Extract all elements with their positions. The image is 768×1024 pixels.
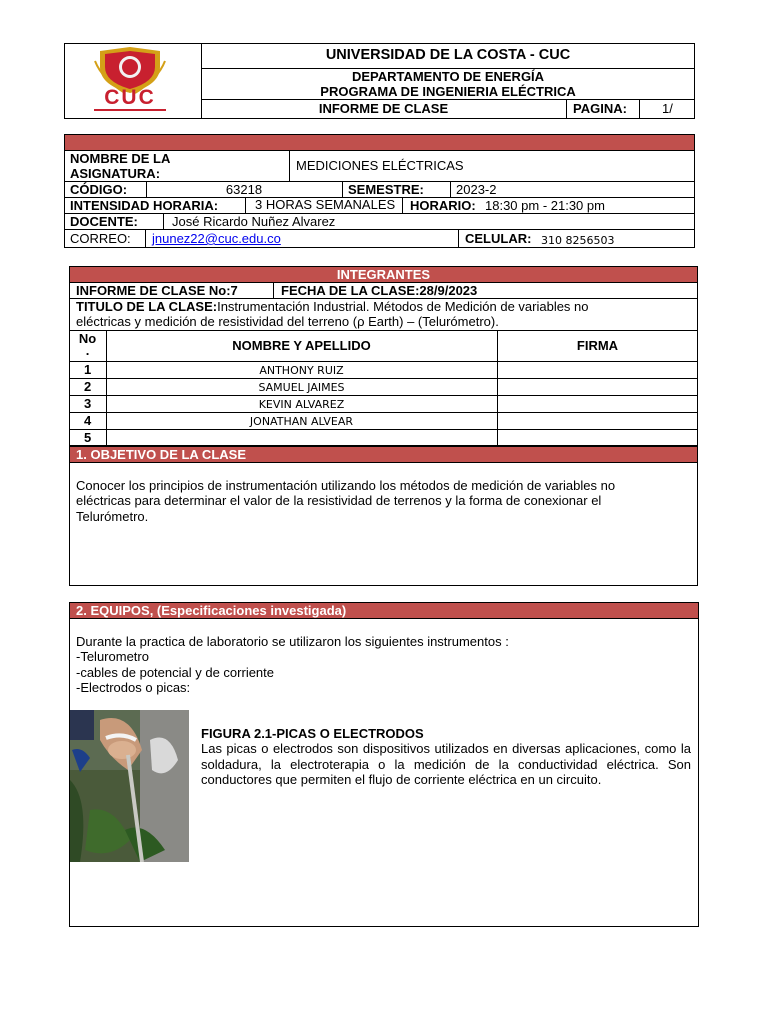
objective-line2: eléctricas para determinar el valor de la resistividad de terrenos y la forma de conexionar el bbox=[76, 493, 602, 508]
member-no: 3 bbox=[84, 396, 92, 411]
objective-title: 1. OBJETIVO DE LA CLASE bbox=[76, 447, 246, 462]
email-link[interactable]: jnunez22@cuc.edu.co bbox=[152, 231, 281, 246]
col-no-header: No bbox=[78, 331, 97, 346]
col-name-header: NOMBRE Y APELLIDO bbox=[232, 338, 371, 353]
email-label: CORREO: bbox=[70, 231, 131, 246]
semester-label: SEMESTRE: bbox=[348, 182, 424, 197]
member-name: JONATHAN ALVEAR bbox=[249, 415, 354, 428]
equipment-title: 2. EQUIPOS, (Especificaciones investigada) bbox=[76, 603, 347, 618]
university-logo bbox=[80, 45, 180, 115]
code-value: 63218 bbox=[225, 182, 263, 197]
equipment-intro: Durante la practica de laboratorio se utilizaron los siguientes instrumentos : bbox=[76, 634, 509, 649]
intensity-value: 3 HORAS SEMANALES bbox=[255, 197, 396, 212]
objective-section bbox=[69, 446, 698, 586]
member-name: SAMUEL JAIMES bbox=[258, 381, 345, 394]
logo-text: CUC bbox=[104, 86, 156, 109]
member-no: 4 bbox=[84, 413, 92, 428]
col-signature-header: FIRMA bbox=[576, 338, 619, 353]
course-name-label: NOMBRE DE LA ASIGNATURA: bbox=[70, 151, 170, 181]
members-title: INTEGRANTES bbox=[336, 267, 431, 282]
university-name: UNIVERSIDAD DE LA COSTA - CUC bbox=[325, 47, 571, 63]
report-number: INFORME DE CLASE No:7 bbox=[76, 283, 238, 298]
figure-title: FIGURA 2.1-PICAS O ELECTRODOS bbox=[201, 726, 424, 741]
equipment-item: -Electrodos o picas: bbox=[76, 680, 191, 695]
class-title-label: TITULO DE LA CLASE: bbox=[76, 299, 218, 314]
schedule-label: HORARIO: bbox=[410, 198, 476, 213]
code-label: CÓDIGO: bbox=[70, 182, 128, 197]
course-name-value: MEDICIONES ELÉCTRICAS bbox=[296, 158, 464, 173]
teacher-value: José Ricardo Nuñez Alvarez bbox=[172, 214, 336, 229]
electrode-photo bbox=[70, 710, 189, 862]
class-title-line2: eléctricas y medición de resistividad del terreno (ρ Earth) – (Telurómetro). bbox=[76, 314, 499, 329]
class-date: FECHA DE LA CLASE:28/9/2023 bbox=[281, 283, 478, 298]
page-label: PAGINA: bbox=[573, 101, 627, 116]
class-title-text: Instrumentación Industrial. Métodos de Medición de variables no bbox=[217, 299, 589, 314]
semester-value: 2023-2 bbox=[456, 182, 497, 197]
intensity-label: INTENSIDAD HORARIA: bbox=[70, 198, 219, 213]
phone-label: CELULAR: bbox=[465, 231, 532, 246]
equipment-item: -cables de potencial y de corriente bbox=[76, 665, 275, 680]
member-no: 2 bbox=[84, 379, 92, 394]
objective-line1: Conocer los principios de instrumentación utilizando los métodos de medición de variables no bbox=[76, 478, 616, 493]
program-name: PROGRAMA DE INGENIERIA ELÉCTRICA bbox=[320, 84, 576, 99]
report-label: INFORME DE CLASE bbox=[318, 101, 449, 116]
figure-description: Las picas o electrodos son dispositivos utilizados en diversas aplicaciones, como la soldadura, la electroterapia o la medición de la conductividad eléctrica. Son conductores que permiten el flujo de corriente eléctrica en un circuito. bbox=[201, 741, 691, 787]
member-no: 1 bbox=[84, 362, 92, 377]
teacher-label: DOCENTE: bbox=[70, 214, 138, 229]
page-value: 1/ bbox=[662, 101, 673, 116]
objective-line3: Telurómetro. bbox=[76, 509, 149, 524]
class-title-line1 bbox=[76, 299, 589, 314]
department-name: DEPARTAMENTO DE ENERGÍA bbox=[351, 69, 545, 84]
col-no-header-dot: . bbox=[85, 343, 90, 358]
member-no: 5 bbox=[84, 430, 92, 445]
phone-value: 310 8256503 bbox=[541, 234, 615, 247]
equipment-item: -Telurometro bbox=[76, 649, 149, 664]
schedule-value: 18:30 pm - 21:30 pm bbox=[485, 198, 605, 213]
member-name: KEVIN ALVAREZ bbox=[258, 398, 345, 411]
member-name: ANTHONY RUIZ bbox=[259, 364, 344, 377]
